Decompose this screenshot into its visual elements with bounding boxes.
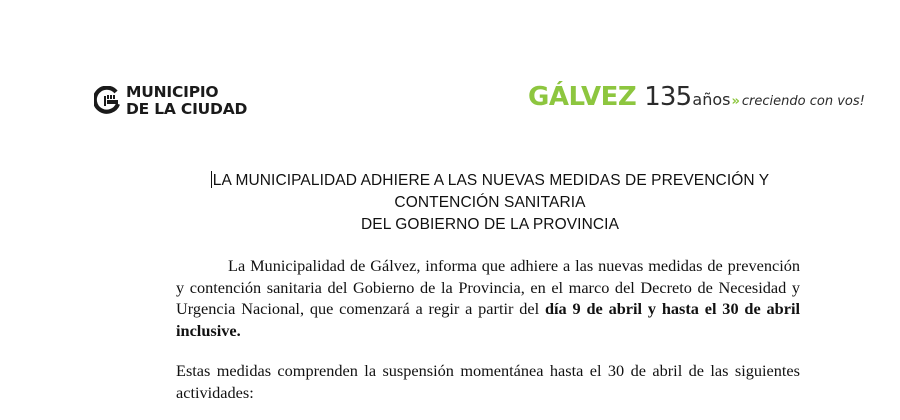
title-line2: CONTENCIÓN SANITARIA <box>394 194 586 211</box>
municipio-logo <box>94 84 247 118</box>
para2-text: Estas medidas comprenden la suspensión momentánea hasta el 30 de abril de las siguientes actividades: <box>176 361 800 402</box>
galvez-logo-city: GÁLVEZ <box>528 82 637 112</box>
municipio-logo-line1: MUNICIPIO <box>126 83 219 101</box>
title-line1: LA MUNICIPALIDAD ADHIERE A LAS NUEVAS MEDIDAS DE PREVENCIÓN Y <box>212 172 770 189</box>
double-chevron-icon: » <box>731 94 740 109</box>
galvez-logo-tagline: creciendo con vos! <box>741 94 865 109</box>
municipio-logo-line2: DE LA CIUDAD <box>126 100 248 118</box>
text-cursor <box>211 171 212 188</box>
para1-text: La Municipalidad de Gálvez, informa que adhiere a las nuevas medidas de prevención y contención sanitaria del Gobierno de la Provincia, en el marco del Decreto de Necesidad y Urgencia Nacional, que comenzará a regir a partir del <box>176 256 800 318</box>
para1-bold-dates: día 9 de abril y hasta el 30 de abril inclusive. <box>176 299 800 340</box>
title-line3: DEL GOBIERNO DE LA PROVINCIA <box>360 216 620 233</box>
body-paragraph-1 <box>176 255 800 341</box>
galvez-logo-number: 135 <box>644 82 692 112</box>
municipio-g-emblem-icon <box>94 86 122 116</box>
galvez-135-logo <box>528 82 865 112</box>
galvez-logo-unit: años <box>692 90 731 109</box>
document-title <box>200 170 780 236</box>
body-paragraph-2 <box>176 360 800 403</box>
